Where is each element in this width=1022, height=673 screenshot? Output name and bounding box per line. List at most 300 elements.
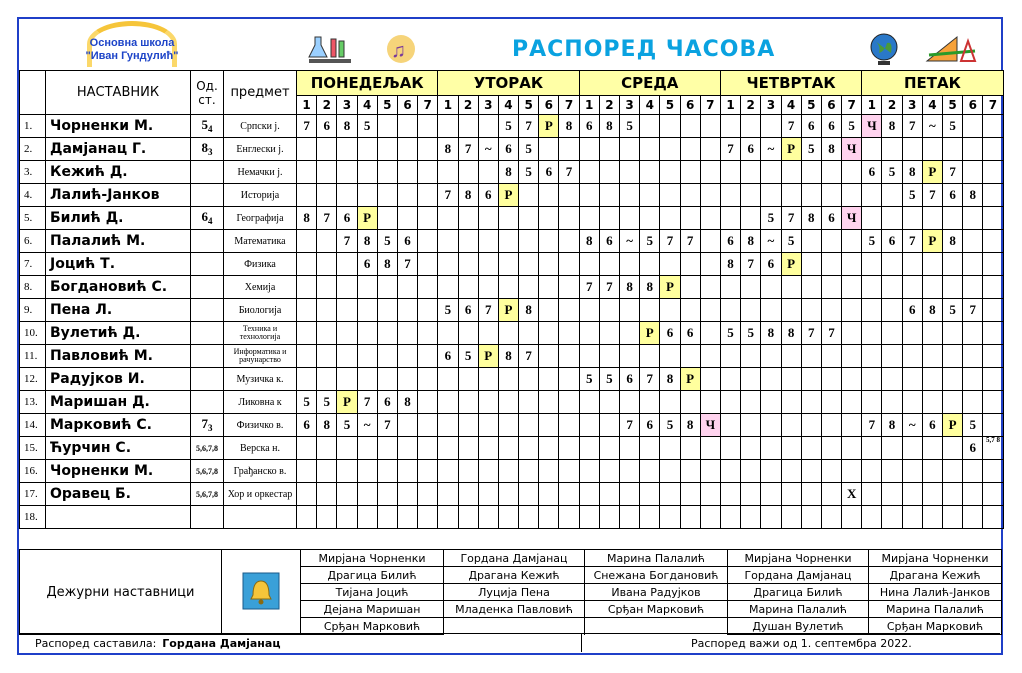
schedule-cell: 6 <box>761 253 781 276</box>
teacher-row <box>20 230 1004 253</box>
schedule-cell <box>680 345 700 368</box>
schedule-cell <box>559 391 579 414</box>
schedule-cell <box>498 437 518 460</box>
schedule-cell <box>418 276 438 299</box>
schedule-cell <box>579 322 599 345</box>
schedule-cell: 7 <box>720 138 740 161</box>
made-by <box>35 637 280 650</box>
subject-name <box>224 506 297 529</box>
schedule-cell <box>781 437 801 460</box>
schedule-cell: 5 <box>943 115 963 138</box>
schedule-cell <box>821 253 841 276</box>
schedule-cell <box>377 115 397 138</box>
schedule-cell: 7 <box>741 253 761 276</box>
schedule-cell <box>397 184 417 207</box>
schedule-cell <box>418 414 438 437</box>
schedule-cell <box>720 115 740 138</box>
teacher-name: Јоцић Т. <box>46 253 191 276</box>
schedule-cell: 6 <box>902 299 922 322</box>
day-header-2: УТОРАК <box>438 71 579 96</box>
schedule-cell: 7 <box>801 322 821 345</box>
period-number: 6 <box>821 96 841 115</box>
school-name <box>57 37 207 63</box>
class-cell <box>191 230 224 253</box>
schedule-cell <box>438 437 458 460</box>
schedule-cell <box>539 299 559 322</box>
schedule-cell <box>620 253 640 276</box>
class-cell <box>191 253 224 276</box>
schedule-cell <box>983 322 1003 345</box>
schedule-cell: Р <box>498 299 518 322</box>
row-number: 17. <box>20 483 46 506</box>
geometry-tools-icon <box>923 31 977 67</box>
schedule-cell: 6 <box>377 391 397 414</box>
schedule-cell: 8 <box>680 414 700 437</box>
schedule-cell: Р <box>781 253 801 276</box>
schedule-cell <box>317 138 337 161</box>
schedule-cell <box>842 391 862 414</box>
duty-teacher: Срђан Марковић <box>301 618 444 635</box>
schedule-cell <box>741 115 761 138</box>
day-header-row <box>20 71 1004 96</box>
schedule-cell <box>922 138 942 161</box>
schedule-cell <box>660 207 680 230</box>
period-number: 3 <box>902 96 922 115</box>
class-cell: 5,6,7,8 <box>191 437 224 460</box>
period-number: 3 <box>761 96 781 115</box>
class-cell <box>191 299 224 322</box>
schedule-cell <box>438 391 458 414</box>
schedule-cell <box>862 299 882 322</box>
schedule-cell <box>478 253 498 276</box>
period-number: 1 <box>720 96 740 115</box>
schedule-cell: Р <box>357 207 377 230</box>
schedule-cell: Ч <box>842 138 862 161</box>
schedule-cell <box>882 207 902 230</box>
schedule-cell <box>418 322 438 345</box>
teacher-name: Чорненки М. <box>46 115 191 138</box>
schedule-cell <box>821 345 841 368</box>
schedule-cell: 8 <box>397 391 417 414</box>
schedule-cell <box>922 437 942 460</box>
class-header-line1: Од. <box>196 78 218 93</box>
schedule-cell <box>599 483 619 506</box>
duty-teacher <box>444 618 585 635</box>
schedule-cell <box>720 161 740 184</box>
schedule-cell <box>519 207 539 230</box>
schedule-cell <box>882 437 902 460</box>
schedule-cell: Р <box>498 184 518 207</box>
teacher-row <box>20 161 1004 184</box>
schedule-cell <box>842 345 862 368</box>
schedule-cell <box>902 345 922 368</box>
schedule-cell <box>418 345 438 368</box>
school-line2: "Иван Гундулић" <box>85 50 179 62</box>
schedule-cell <box>478 161 498 184</box>
schedule-cell <box>498 391 518 414</box>
schedule-cell <box>458 253 478 276</box>
schedule-cell <box>761 345 781 368</box>
schedule-cell: 5 <box>882 161 902 184</box>
schedule-cell <box>579 345 599 368</box>
subject-name: Верска н. <box>224 437 297 460</box>
schedule-cell <box>297 253 317 276</box>
subject-name: Географија <box>224 207 297 230</box>
schedule-cell <box>418 368 438 391</box>
schedule-cell <box>963 207 983 230</box>
schedule-cell <box>357 322 377 345</box>
schedule-cell: 6 <box>539 161 559 184</box>
period-number: 6 <box>539 96 559 115</box>
schedule-cell <box>599 184 619 207</box>
schedule-cell <box>579 391 599 414</box>
schedule-cell <box>317 483 337 506</box>
period-number: 4 <box>922 96 942 115</box>
schedule-cell <box>983 184 1003 207</box>
schedule-cell: 8 <box>377 253 397 276</box>
schedule-cell <box>559 322 579 345</box>
schedule-cell <box>983 161 1003 184</box>
schedule-cell <box>963 322 983 345</box>
schedule-cell <box>458 391 478 414</box>
period-number: 3 <box>478 96 498 115</box>
class-cell: 5,6,7,8 <box>191 483 224 506</box>
schedule-cell: 7 <box>640 368 660 391</box>
schedule-cell <box>801 391 821 414</box>
period-number: 2 <box>741 96 761 115</box>
schedule-cell <box>418 138 438 161</box>
day-header-3: СРЕДА <box>579 71 720 96</box>
schedule-cell <box>397 368 417 391</box>
schedule-cell <box>337 345 357 368</box>
row-number: 11. <box>20 345 46 368</box>
schedule-cell <box>943 460 963 483</box>
schedule-cell: 6 <box>640 414 660 437</box>
schedule-cell: 8 <box>438 138 458 161</box>
period-number: 2 <box>882 96 902 115</box>
teacher-row <box>20 345 1004 368</box>
duty-teacher: Снежана Богдановић <box>585 567 728 584</box>
schedule-cell <box>862 253 882 276</box>
schedule-cell <box>700 322 720 345</box>
schedule-cell <box>922 506 942 529</box>
schedule-cell <box>700 184 720 207</box>
schedule-cell: 8 <box>943 230 963 253</box>
schedule-cell: 6 <box>821 115 841 138</box>
schedule-cell: 7 <box>781 115 801 138</box>
schedule-cell <box>741 391 761 414</box>
schedule-cell <box>983 391 1003 414</box>
schedule-cell <box>700 437 720 460</box>
schedule-cell <box>902 506 922 529</box>
schedule-cell: Ч <box>862 115 882 138</box>
schedule-cell <box>801 368 821 391</box>
schedule-cell <box>983 253 1003 276</box>
row-number: 3. <box>20 161 46 184</box>
schedule-cell <box>397 299 417 322</box>
schedule-cell <box>781 391 801 414</box>
schedule-cell: 5 <box>458 345 478 368</box>
schedule-cell: 5,7 8 <box>983 437 1003 460</box>
schedule-cell <box>922 460 942 483</box>
schedule-cell <box>801 299 821 322</box>
schedule-cell: 7 <box>781 207 801 230</box>
schedule-cell <box>741 161 761 184</box>
duty-row <box>20 550 1002 567</box>
schedule-cell <box>620 299 640 322</box>
schedule-cell <box>761 368 781 391</box>
schedule-cell <box>640 506 660 529</box>
schedule-cell <box>741 345 761 368</box>
subject-name: Информатика и рачунарство <box>224 345 297 368</box>
schedule-cell <box>377 138 397 161</box>
schedule-cell <box>983 483 1003 506</box>
schedule-cell: 5 <box>620 115 640 138</box>
schedule-cell <box>640 207 660 230</box>
schedule-cell <box>397 322 417 345</box>
schedule-cell <box>963 460 983 483</box>
schedule-cell <box>660 299 680 322</box>
schedule-cell: 5 <box>337 414 357 437</box>
schedule-cell <box>640 299 660 322</box>
row-number: 12. <box>20 368 46 391</box>
made-by-label: Распоред саставила: <box>35 637 157 650</box>
schedule-cell <box>397 460 417 483</box>
schedule-cell <box>862 207 882 230</box>
schedule-cell <box>498 276 518 299</box>
schedule-cell <box>862 322 882 345</box>
schedule-cell <box>519 276 539 299</box>
schedule-cell: 6 <box>741 138 761 161</box>
schedule-cell <box>680 483 700 506</box>
schedule-cell <box>943 368 963 391</box>
period-number: 2 <box>458 96 478 115</box>
schedule-cell <box>902 276 922 299</box>
schedule-cell <box>842 276 862 299</box>
schedule-cell <box>559 253 579 276</box>
duty-teacher: Гордана Дамјанац <box>444 550 585 567</box>
schedule-cell <box>902 138 922 161</box>
schedule-cell <box>943 276 963 299</box>
schedule-cell <box>478 368 498 391</box>
subject-name: Математика <box>224 230 297 253</box>
schedule-cell: 7 <box>862 414 882 437</box>
schedule-cell <box>458 322 478 345</box>
schedule-cell <box>963 483 983 506</box>
schedule-cell <box>821 230 841 253</box>
schedule-cell: 6 <box>963 437 983 460</box>
class-section: 4 <box>208 124 213 135</box>
teacher-name: Маришан Д. <box>46 391 191 414</box>
subject-name: Историја <box>224 184 297 207</box>
teacher-name: Билић Д. <box>46 207 191 230</box>
schedule-cell <box>317 299 337 322</box>
schedule-cell <box>660 161 680 184</box>
schedule-cell <box>498 506 518 529</box>
duty-teacher: Срђан Марковић <box>585 601 728 618</box>
teacher-name: Оравец Б. <box>46 483 191 506</box>
schedule-cell <box>842 253 862 276</box>
schedule-cell <box>317 345 337 368</box>
schedule-cell <box>418 230 438 253</box>
schedule-cell <box>418 506 438 529</box>
schedule-cell <box>821 161 841 184</box>
duty-teacher: Тијана Јоцић <box>301 584 444 601</box>
schedule-cell: 6 <box>922 414 942 437</box>
schedule-cell <box>922 322 942 345</box>
schedule-cell <box>640 345 660 368</box>
class-cell <box>191 368 224 391</box>
schedule-cell <box>539 437 559 460</box>
schedule-cell <box>821 460 841 483</box>
class-cell <box>191 391 224 414</box>
schedule-cell <box>922 207 942 230</box>
schedule-cell <box>337 138 357 161</box>
schedule-cell <box>539 253 559 276</box>
schedule-cell <box>337 506 357 529</box>
schedule-cell: 6 <box>599 230 619 253</box>
schedule-cell <box>599 322 619 345</box>
schedule-cell <box>599 391 619 414</box>
class-section: 4 <box>208 216 213 227</box>
duty-teacher: Младенка Павловић <box>444 601 585 618</box>
schedule-cell <box>519 322 539 345</box>
class-grade: 8 <box>201 140 208 156</box>
schedule-cell: 5 <box>599 368 619 391</box>
schedule-cell <box>620 460 640 483</box>
schedule-cell <box>297 161 317 184</box>
schedule-cell <box>620 437 640 460</box>
class-cell <box>191 161 224 184</box>
class-cell <box>191 276 224 299</box>
schedule-cell <box>357 460 377 483</box>
schedule-cell <box>559 184 579 207</box>
schedule-cell <box>963 115 983 138</box>
schedule-cell <box>983 414 1003 437</box>
duty-teacher: Марина Палалић <box>869 601 1002 618</box>
schedule-cell <box>842 230 862 253</box>
schedule-cell <box>700 276 720 299</box>
schedule-cell <box>297 368 317 391</box>
schedule-cell <box>397 506 417 529</box>
schedule-cell <box>821 299 841 322</box>
schedule-cell <box>539 506 559 529</box>
schedule-cell <box>781 483 801 506</box>
schedule-cell <box>297 230 317 253</box>
schedule-cell <box>801 345 821 368</box>
schedule-cell <box>478 460 498 483</box>
teacher-name: Марковић С. <box>46 414 191 437</box>
schedule-cell <box>700 230 720 253</box>
schedule-cell <box>983 345 1003 368</box>
schedule-cell <box>559 276 579 299</box>
footer <box>19 633 1000 652</box>
schedule-cell: 6 <box>660 322 680 345</box>
schedule-cell <box>882 345 902 368</box>
schedule-cell: 8 <box>761 322 781 345</box>
class-cell <box>191 322 224 345</box>
schedule-cell: ~ <box>902 414 922 437</box>
schedule-cell: 8 <box>640 276 660 299</box>
row-number: 18. <box>20 506 46 529</box>
schedule-cell <box>377 506 397 529</box>
teacher-row <box>20 322 1004 345</box>
schedule-cell <box>317 460 337 483</box>
schedule-table <box>19 70 1004 529</box>
schedule-cell <box>397 483 417 506</box>
period-number: 7 <box>842 96 862 115</box>
schedule-cell <box>357 184 377 207</box>
schedule-cell <box>478 230 498 253</box>
schedule-cell: 8 <box>599 115 619 138</box>
schedule-cell: 7 <box>377 414 397 437</box>
schedule-cell <box>458 506 478 529</box>
period-number: 7 <box>700 96 720 115</box>
schedule-cell <box>720 483 740 506</box>
schedule-cell <box>922 368 942 391</box>
row-number: 5. <box>20 207 46 230</box>
schedule-cell <box>842 184 862 207</box>
period-number: 3 <box>337 96 357 115</box>
schedule-cell <box>337 322 357 345</box>
schedule-cell <box>902 437 922 460</box>
schedule-cell <box>720 437 740 460</box>
duty-teacher: Драгана Кежић <box>444 567 585 584</box>
schedule-cell <box>478 115 498 138</box>
schedule-cell <box>317 506 337 529</box>
schedule-cell <box>599 460 619 483</box>
schedule-cell <box>842 368 862 391</box>
schedule-cell: 8 <box>498 345 518 368</box>
teacher-name: Павловић М. <box>46 345 191 368</box>
schedule-cell <box>882 483 902 506</box>
schedule-cell: Р <box>539 115 559 138</box>
schedule-cell <box>963 506 983 529</box>
duty-teacher: Ивана Радујков <box>585 584 728 601</box>
music-notes-icon <box>383 33 423 65</box>
subject-name: Физика <box>224 253 297 276</box>
schedule-cell <box>882 460 902 483</box>
period-number: 2 <box>599 96 619 115</box>
class-cell: 5,6,7,8 <box>191 460 224 483</box>
schedule-cell <box>377 276 397 299</box>
schedule-cell: 6 <box>397 230 417 253</box>
schedule-cell: 5 <box>297 391 317 414</box>
class-grade: 7 <box>201 416 208 432</box>
schedule-cell: 7 <box>458 138 478 161</box>
schedule-cell <box>620 184 640 207</box>
schedule-cell <box>781 276 801 299</box>
schedule-cell <box>519 230 539 253</box>
schedule-cell <box>801 506 821 529</box>
schedule-cell <box>438 322 458 345</box>
schedule-cell: 7 <box>660 230 680 253</box>
schedule-cell <box>882 368 902 391</box>
teacher-name: Ћурчин С. <box>46 437 191 460</box>
schedule-cell <box>842 414 862 437</box>
row-number: 1. <box>20 115 46 138</box>
schedule-cell <box>640 391 660 414</box>
teacher-row <box>20 207 1004 230</box>
schedule-cell <box>599 506 619 529</box>
schedule-cell <box>862 368 882 391</box>
schedule-cell: Ч <box>700 414 720 437</box>
schedule-cell: 7 <box>317 207 337 230</box>
schedule-cell <box>458 115 478 138</box>
schedule-cell <box>983 506 1003 529</box>
schedule-cell: 5 <box>902 184 922 207</box>
subject-name: Српски ј. <box>224 115 297 138</box>
